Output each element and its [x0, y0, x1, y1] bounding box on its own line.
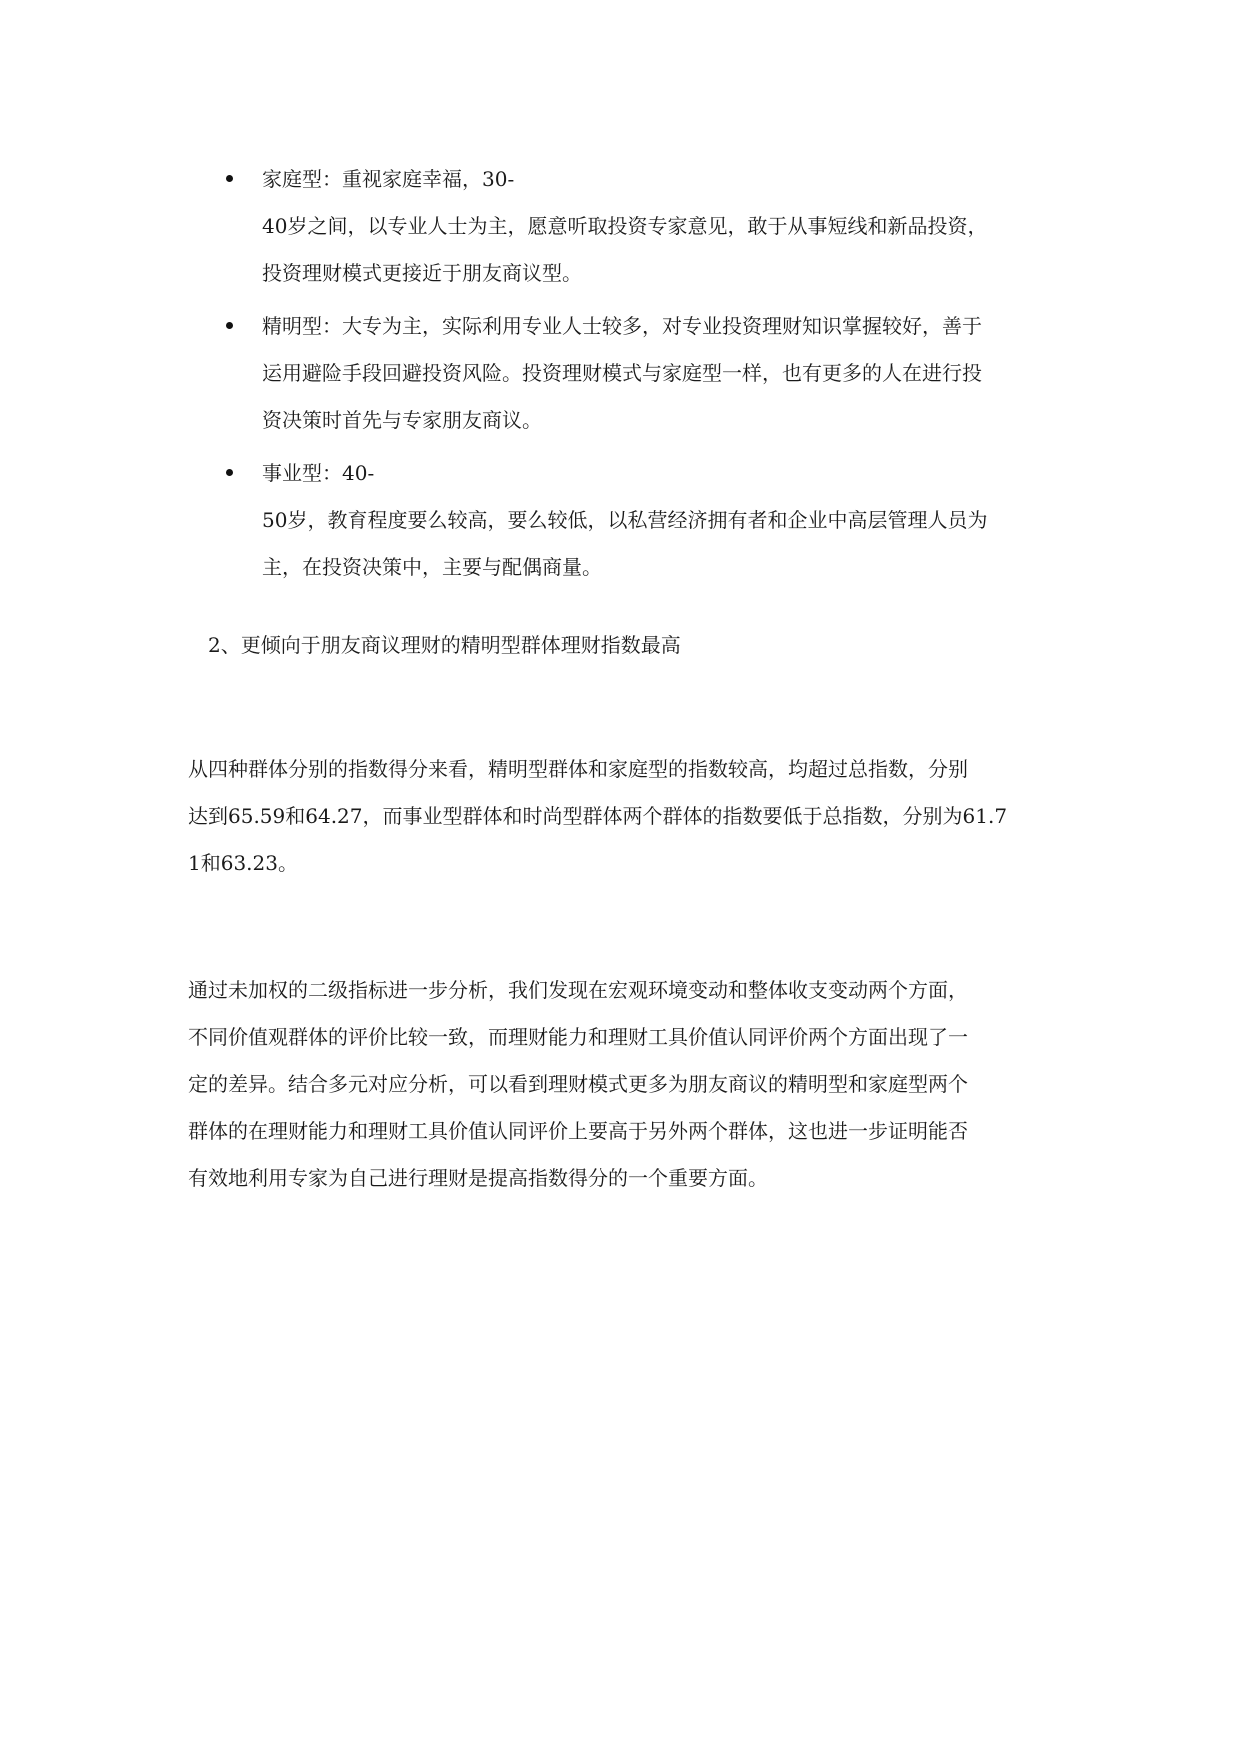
paragraph-line: 从四种群体分别的指数得分来看，精明型群体和家庭型的指数较高，均超过总指数，分别	[188, 757, 968, 781]
list-item-line: 家庭型：重视家庭幸福，30-	[262, 167, 515, 191]
list-item-line: 投资理财模式更接近于朋友商议型。	[262, 261, 582, 285]
list-item-line: 40岁之间，以专业人士为主，愿意听取投资专家意见，敢于从事短线和新品投资，	[262, 214, 988, 238]
list-item-line: 50岁，教育程度要么较高，要么较低，以私营经济拥有者和企业中高层管理人员为	[262, 508, 988, 532]
list-item-line: 主，在投资决策中，主要与配偶商量。	[262, 555, 602, 579]
list-item-line: 事业型：40-	[262, 461, 375, 485]
list-item-line: 精明型：大专为主，实际利用专业人士较多，对专业投资理财知识掌握较好，善于	[262, 314, 982, 338]
paragraph-line: 群体的在理财能力和理财工具价值认同评价上要高于另外两个群体，这也进一步证明能否	[188, 1119, 968, 1143]
paragraph-line: 有效地利用专家为自己进行理财是提高指数得分的一个重要方面。	[188, 1166, 768, 1190]
bullet-icon	[226, 322, 233, 329]
paragraph-line: 定的差异。结合多元对应分析，可以看到理财模式更多为朋友商议的精明型和家庭型两个	[188, 1072, 968, 1096]
paragraph-line: 1和63.23。	[188, 851, 298, 875]
paragraph-line: 通过未加权的二级指标进一步分析，我们发现在宏观环境变动和整体收支变动两个方面，	[188, 978, 968, 1002]
bullet-icon	[226, 175, 233, 182]
bullet-icon	[226, 469, 233, 476]
paragraph-line: 达到65.59和64.27，而事业型群体和时尚型群体两个群体的指数要低于总指数，分别为61.7	[188, 804, 1008, 828]
list-item-line: 运用避险手段回避投资风险。投资理财模式与家庭型一样，也有更多的人在进行投	[262, 361, 982, 385]
section-heading: 2、更倾向于朋友商议理财的精明型群体理财指数最高	[208, 633, 681, 657]
list-item-line: 资决策时首先与专家朋友商议。	[262, 408, 542, 432]
paragraph-line: 不同价值观群体的评价比较一致，而理财能力和理财工具价值认同评价两个方面出现了一	[188, 1025, 968, 1049]
